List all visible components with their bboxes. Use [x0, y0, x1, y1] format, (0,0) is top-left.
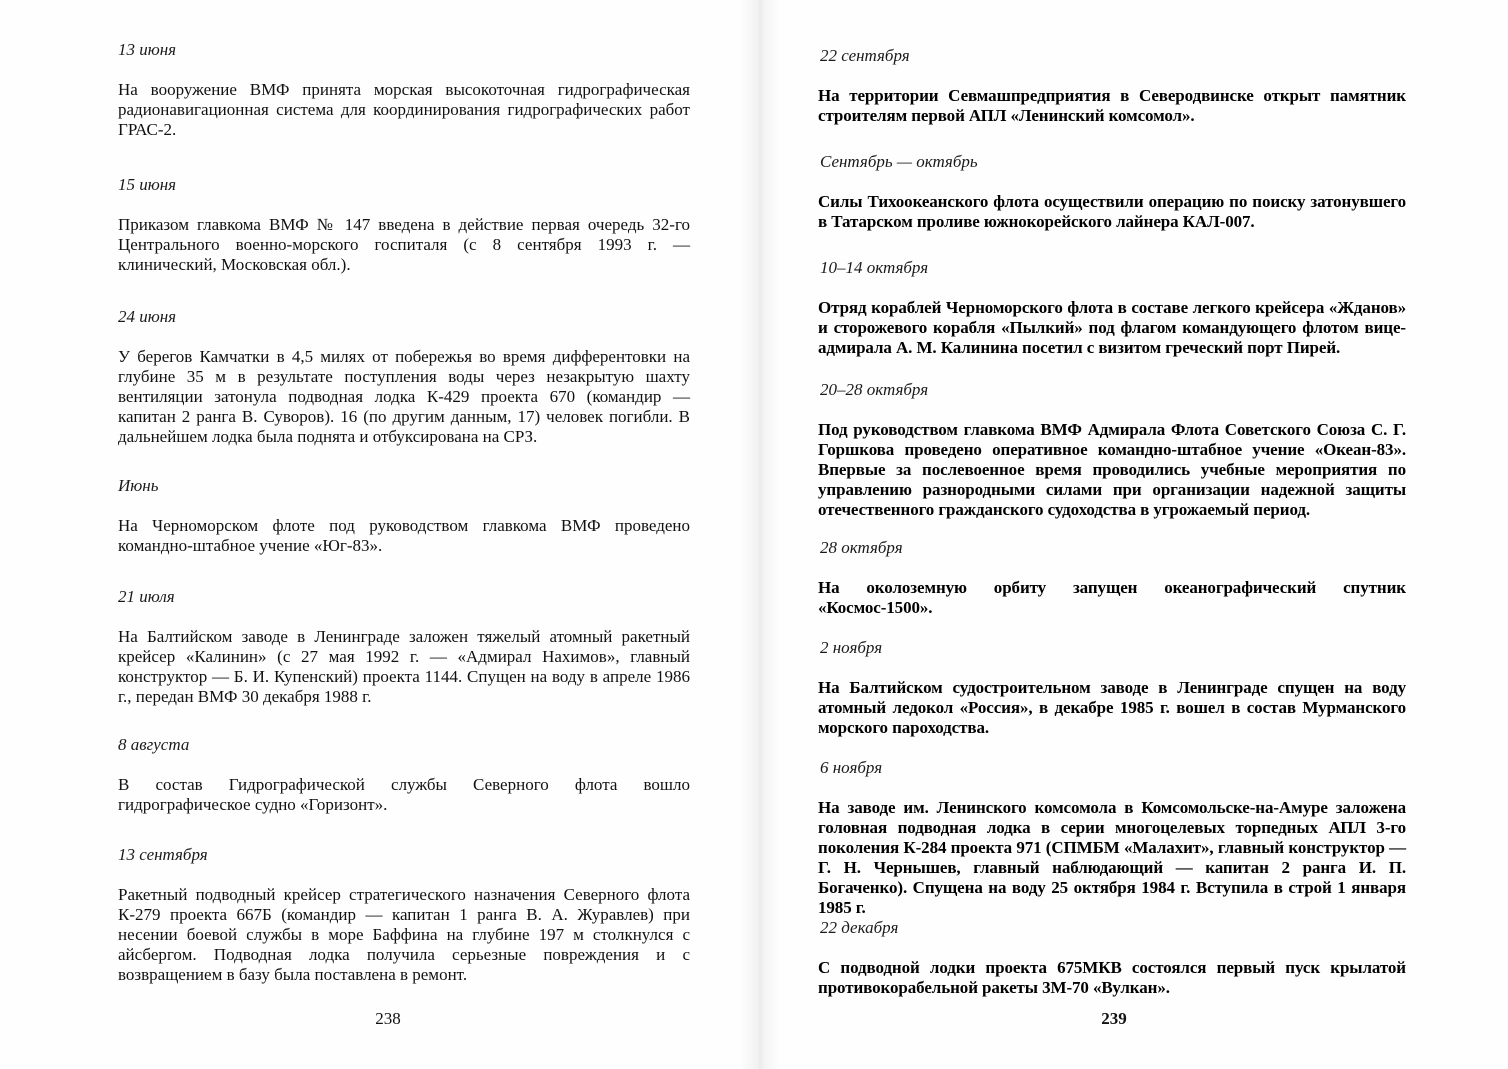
entry-date: Июнь [118, 476, 159, 495]
entry-text: На территории Севмашпредприятия в Северодвинске открыт памятник строителям первой АПЛ «Ленинский комсомол». [818, 86, 1406, 125]
chronicle-entry [118, 40, 690, 140]
entry-date: 22 сентября [820, 46, 910, 65]
entry-text: Ракетный подводный крейсер стратегического назначения Северного флота К-279 проекта 667Б (командир — капитан 1 ранга В. А. Журавлев) при несении боевой службы в море Баффина на глубине 197 м столкнулся с айсбергом. Подводная лодка получила серьезные повреждения и с возвращением в базу была поставлена в ремонт. [118, 885, 690, 984]
entry-date: Сентябрь — октябрь [820, 152, 978, 171]
chronicle-entry [118, 845, 690, 985]
entry-text: На Балтийском судостроительном заводе в Ленинграде спущен на воду атомный ледокол «Россия», в декабре 1985 г. вошел в состав Мурманского морского пароходства. [818, 678, 1406, 737]
chronicle-entry [818, 918, 1406, 998]
chronicle-entry [118, 587, 690, 707]
page-number: 238 [375, 1009, 401, 1028]
chronicle-entry [818, 380, 1406, 520]
entry-text: На Черноморском флоте под руководством главкома ВМФ проведено командно-штабное учение «Юг-83». [118, 516, 690, 555]
entry-text: Под руководством главкома ВМФ Адмирала Флота Советского Союза С. Г. Горшкова проведено оперативное командно-штабное учение «Океан-83». Впервые за послевоенное время проводились учебные мероприятия по управлению разнородными силами при организации надежной защиты отечественного гражданского судоходства в угрожаемый период. [818, 420, 1406, 519]
entry-date: 13 сентября [118, 845, 208, 864]
entry-text: У берегов Камчатки в 4,5 милях от побережья во время дифферентовки на глубине 35 м в результате поступления воды через незакрытую шахту вентиляции затонула подводная лодка К-429 проекта 670 (командир — капитан 2 ранга В. Суворов). 16 (по другим данным, 17) человек погибли. В дальнейшем лодка была поднята и отбуксирована на СРЗ. [118, 347, 690, 446]
chronicle-entry [818, 258, 1406, 358]
entry-text: Отряд кораблей Черноморского флота в составе легкого крейсера «Жданов» и сторожевого корабля «Пылкий» под флагом командующего флотом вице-адмирала А. М. Калинина посетил с визитом греческий порт Пирей. [818, 298, 1406, 357]
entry-date: 22 декабря [820, 918, 899, 937]
chronicle-entry [818, 152, 1406, 232]
chronicle-entry [818, 46, 1406, 126]
entry-date: 24 июня [118, 307, 177, 326]
entry-text: На заводе им. Ленинского комсомола в Комсомольске-на-Амуре заложена головная подводная лодка в серии многоцелевых торпедных АПЛ 3-го поколения К-284 проекта 971 (СПМБМ «Малахит», главный конструктор — Г. Н. Чернышев, главный наблюдающий — капитан 2 ранга И. П. Богаченко). Спущена на воду 25 октября 1984 г. Вступила в строй 1 января 1985 г. [818, 798, 1406, 917]
entry-date: 21 июля [118, 587, 175, 606]
right-page [818, 0, 1406, 1069]
chronicle-entry [118, 735, 690, 815]
entry-date: 20–28 октября [820, 380, 929, 399]
chronicle-entry [118, 307, 690, 447]
entry-text: На околоземную орбиту запущен океанографический спутник «Космос-1500». [818, 578, 1406, 617]
entry-date: 8 августа [118, 735, 190, 754]
entry-text: С подводной лодки проекта 675МКВ состоялся первый пуск крылатой противокорабельной ракеты 3М-70 «Вулкан». [818, 958, 1406, 997]
chronicle-entry [118, 175, 690, 275]
entry-text: На Балтийском заводе в Ленинграде заложен тяжелый атомный ракетный крейсер «Калинин» (с 27 мая 1992 г. — «Адмирал Нахимов», главный конструктор — Б. И. Купенский) проекта 1144. Спущен на воду в апреле 1986 г., передан ВМФ 30 декабря 1988 г. [118, 627, 690, 706]
chronicle-entry [818, 538, 1406, 618]
left-page [118, 0, 690, 1069]
chronicle-entry [818, 638, 1406, 738]
chronicle-entry [818, 758, 1406, 918]
page-number: 239 [1101, 1009, 1127, 1028]
entry-date: 28 октября [820, 538, 903, 557]
entry-date: 13 июня [118, 40, 177, 59]
entry-date: 6 ноября [820, 758, 883, 777]
entry-date: 10–14 октября [820, 258, 929, 277]
book-fold [740, 0, 780, 1069]
chronicle-entry [118, 476, 690, 556]
entry-date: 2 ноября [820, 638, 883, 657]
entry-text: Силы Тихоокеанского флота осуществили операцию по поиску затонувшего в Татарском проливе южнокорейского лайнера КАЛ-007. [818, 192, 1406, 231]
entry-text: На вооружение ВМФ принята морская высокоточная гидрографическая радионавигационная система для координирования гидрографических работ ГРАС-2. [118, 80, 690, 139]
entry-text: В состав Гидрографической службы Северного флота вошло гидрографическое судно «Горизонт». [118, 775, 690, 814]
entry-text: Приказом главкома ВМФ № 147 введена в действие первая очередь 32-го Центрального военно-морского госпиталя (с 8 сентября 1993 г. — клинический, Московская обл.). [118, 215, 690, 274]
entry-date: 15 июня [118, 175, 177, 194]
